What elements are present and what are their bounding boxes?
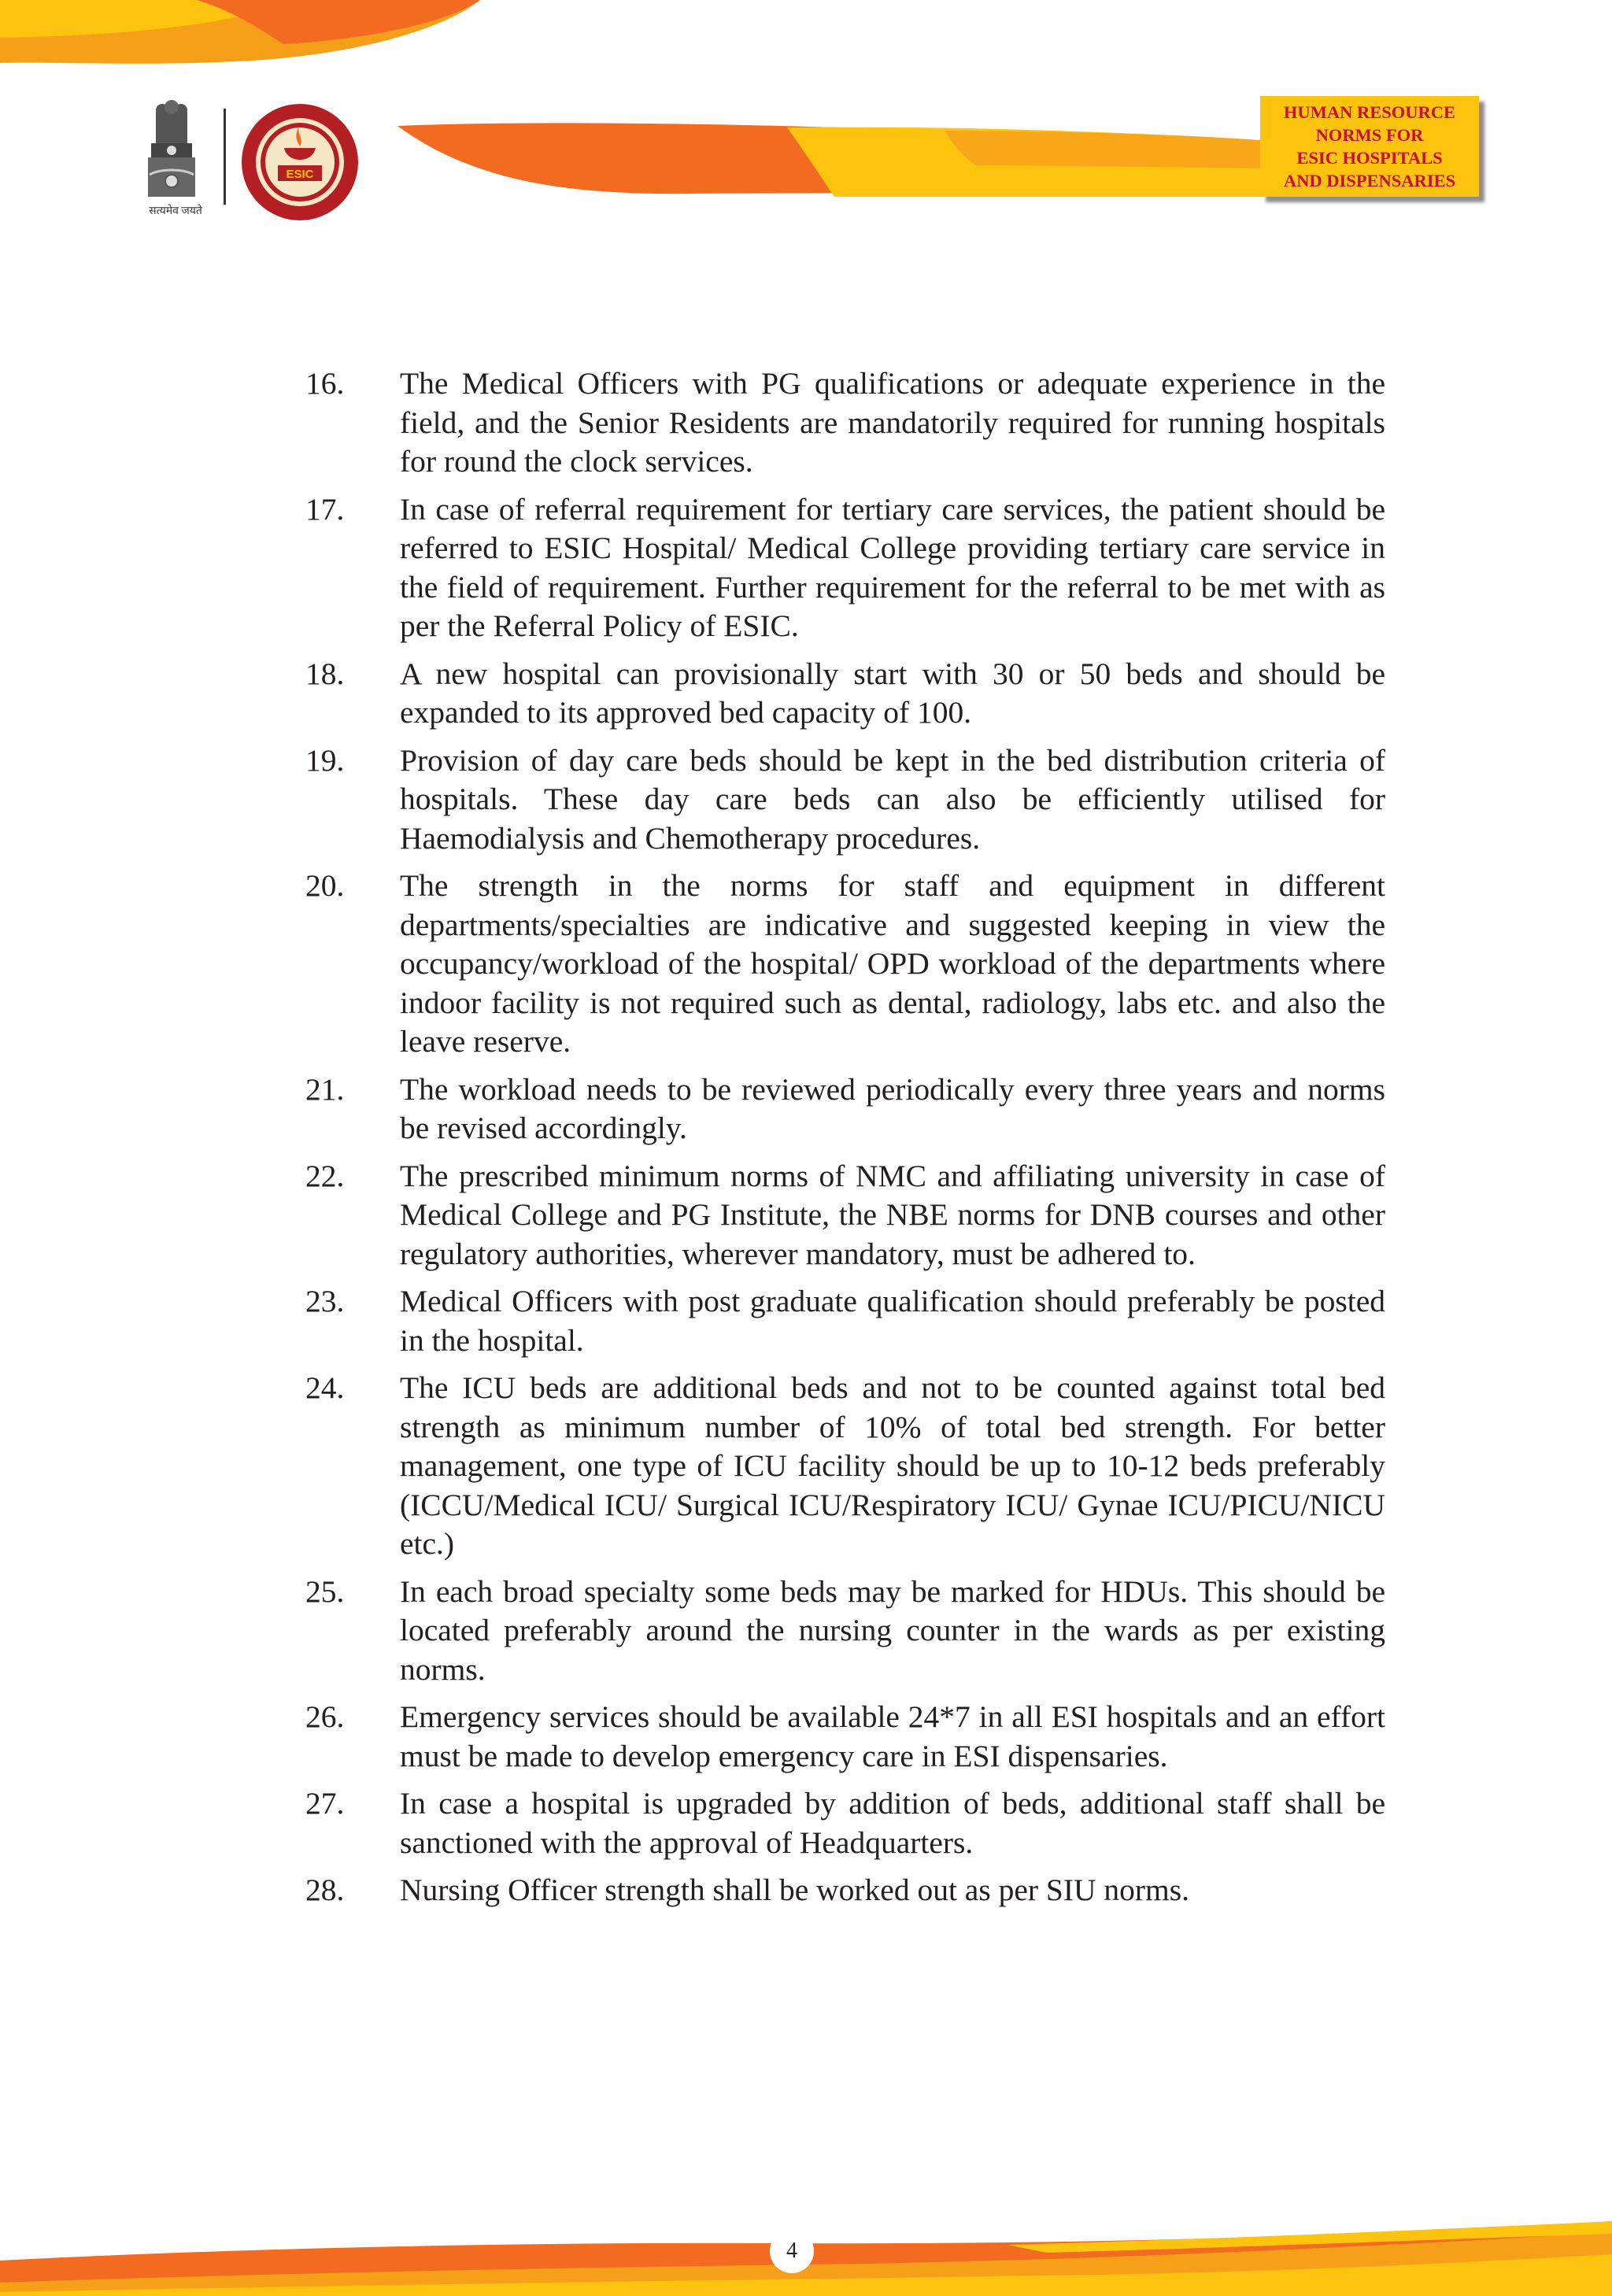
list-item xyxy=(305,1157,1385,1274)
item-text: The ICU beds are additional beds and not to be counted against total bed strength as minimum number of 10% of total bed strength. For better management, one type of ICU facility should be up to 10-12 beds preferably (ICCU/Medical ICU/ Surgical ICU/Respiratory ICU/ Gynae ICU/PICU/NICU etc.) xyxy=(400,1370,1385,1561)
list-item xyxy=(305,655,1385,733)
norms-list xyxy=(305,364,1385,1919)
item-number: 28. xyxy=(305,1873,345,1907)
item-number: 23. xyxy=(305,1284,345,1318)
item-text: Provision of day care beds should be kept in the bed distribution criteria of hospitals. These day care beds can also be efficiently utilised for Haemodialysis and Chemotherapy procedures. xyxy=(400,742,1385,856)
item-text: Medical Officers with post graduate qualification should preferably be posted in the hospital. xyxy=(400,1284,1385,1358)
item-number: 24. xyxy=(305,1370,345,1405)
item-text: The Medical Officers with PG qualifications or adequate experience in the field, and the Senior Residents are mandatorily required for running hospitals for round the clock services. xyxy=(400,366,1385,479)
item-text: Emergency services should be available 24*7 in all ESI hospitals and an effort must be made to develop emergency care in ESI dispensaries. xyxy=(400,1699,1385,1773)
item-text: In each broad specialty some beds may be marked for HDUs. This should be located preferably around the nursing counter in the wards as per existing norms. xyxy=(400,1573,1385,1687)
esic-logo-text: ESIC xyxy=(286,168,314,181)
list-item xyxy=(305,1070,1385,1148)
item-number: 16. xyxy=(305,366,345,401)
list-item xyxy=(305,1871,1385,1910)
list-item xyxy=(305,867,1385,1062)
list-item xyxy=(305,1573,1385,1690)
esic-logo-icon xyxy=(240,102,360,222)
item-number: 18. xyxy=(305,656,345,691)
list-item xyxy=(305,490,1385,646)
item-number: 26. xyxy=(305,1699,345,1734)
item-text: A new hospital can provisionally start with 30 or 50 beds and should be expanded to its approved bed capacity of 100. xyxy=(400,656,1385,730)
list-item xyxy=(305,1698,1385,1776)
list-item xyxy=(305,364,1385,482)
item-text: In case a hospital is upgraded by addition of beds, additional staff shall be sanctioned with the approval of Headquarters. xyxy=(400,1786,1385,1860)
item-number: 25. xyxy=(305,1573,345,1609)
item-number: 20. xyxy=(305,868,345,903)
item-text: Nursing Officer strength shall be worked out as per SIU norms. xyxy=(400,1873,1190,1907)
list-item xyxy=(305,1784,1385,1862)
item-text: The prescribed minimum norms of NMC and affiliating university in case of Medical College and PG Institute, the NBE norms for DNB courses and other regulatory authorities, wherever mandatory, must be adhered to. xyxy=(400,1158,1385,1271)
emblem-motto: सत्यमेव जयते xyxy=(149,205,202,217)
national-emblem-icon xyxy=(139,96,205,214)
list-item xyxy=(305,741,1385,859)
item-number: 17. xyxy=(305,491,345,527)
document-title: HUMAN RESOURCE NORMS FOR ESIC HOSPITALS AND DISPENSARIES xyxy=(1283,102,1456,190)
item-number: 19. xyxy=(305,742,345,778)
logo-separator xyxy=(224,109,226,205)
page-number: 4 xyxy=(770,2229,814,2273)
item-text: In case of referral requirement for tertiary care services, the patient should be referred to ESIC Hospital/ Medical College providing tertiary care service in the field of requirement. Further requirement for the referral to be met with as per the Referral Policy of ESIC. xyxy=(400,491,1385,643)
item-number: 21. xyxy=(305,1071,345,1107)
list-item xyxy=(305,1282,1385,1360)
item-text: The strength in the norms for staff and equipment in different departments/specialties are indicative and suggested keeping in view the occupancy/workload of the hospital/ OPD workload of the departments where indoor facility is not required such as dental, radiology, labs etc. and also the leave reserve. xyxy=(400,868,1385,1059)
item-text: The workload needs to be reviewed periodically every three years and norms be revised accordingly. xyxy=(400,1071,1385,1145)
item-number: 22. xyxy=(305,1158,345,1193)
list-item xyxy=(305,1369,1385,1564)
item-number: 27. xyxy=(305,1786,345,1821)
document-title-box xyxy=(1260,96,1479,197)
